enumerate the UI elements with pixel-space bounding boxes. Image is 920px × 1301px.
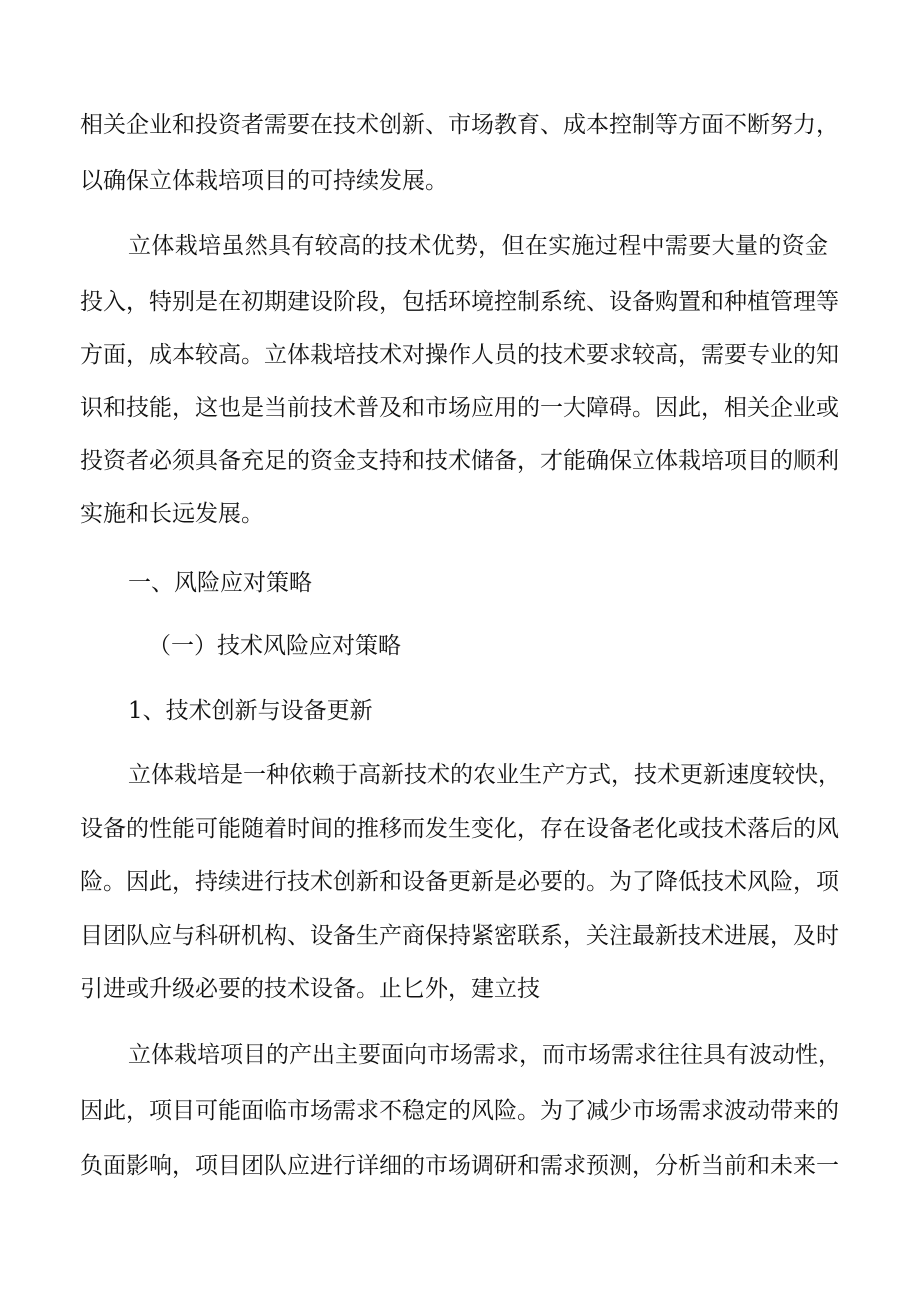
paragraph-line: 方面，成本较高。立体栽培技术对操作人员的技术要求较高，需要专业的知 [80,342,839,368]
paragraph-line: 因此，项目可能面临市场需求不稳定的风险。为了减少市场需求波动带来的 [80,1098,839,1124]
paragraph-line: 识和技能，这也是当前技术普及和市场应用的一大障碍。因此，相关企业或 [80,395,839,421]
paragraph-line: 投资者必须具备充足的资金支持和技术储备，才能确保立体栽培项目的顺利 [80,448,839,474]
section-heading: 一、风险应对策略 [128,570,312,596]
paragraph-line: 投入，特别是在初期建设阶段，包括环境控制系统、设备购置和种植管理等 [80,289,839,315]
paragraph-line: 立体栽培项目的产出主要面向市场需求，而市场需求往往具有波动性， [128,1042,841,1068]
paragraph-line: 目团队应与科研机构、设备生产商保持紧密联系，关注最新技术进展，及时 [80,923,839,949]
paragraph-line: 险。因此，持续进行技术创新和设备更新是必要的。为了降低技术风险，项 [80,869,839,895]
paragraph-line: 以确保立体栽培项目的可持续发展。 [80,168,448,194]
paragraph-line: 引进或升级必要的技术设备。止匕外，建立技 [80,976,540,1002]
paragraph-line: 负面影响，项目团队应进行详细的市场调研和需求预测，分析当前和未来一 [80,1153,839,1179]
paragraph-line: 实施和长远发展。 [80,501,264,527]
paragraph-line: 相关企业和投资者需要在技术创新、市场教育、成本控制等方面不断努力， [80,112,839,138]
subsection-heading: （一）技术风险应对策略 [148,633,401,659]
paragraph-line: 立体栽培虽然具有较高的技术优势，但在实施过程中需要大量的资金 [128,233,828,259]
paragraph-line: 立体栽培是一种依赖于高新技术的农业生产方式，技术更新速度较快， [128,762,841,788]
paragraph-line: 设备的性能可能随着时间的推移而发生变化，存在设备老化或技术落后的风 [80,816,839,842]
item-heading: 1、技术创新与设备更新 [128,698,373,724]
